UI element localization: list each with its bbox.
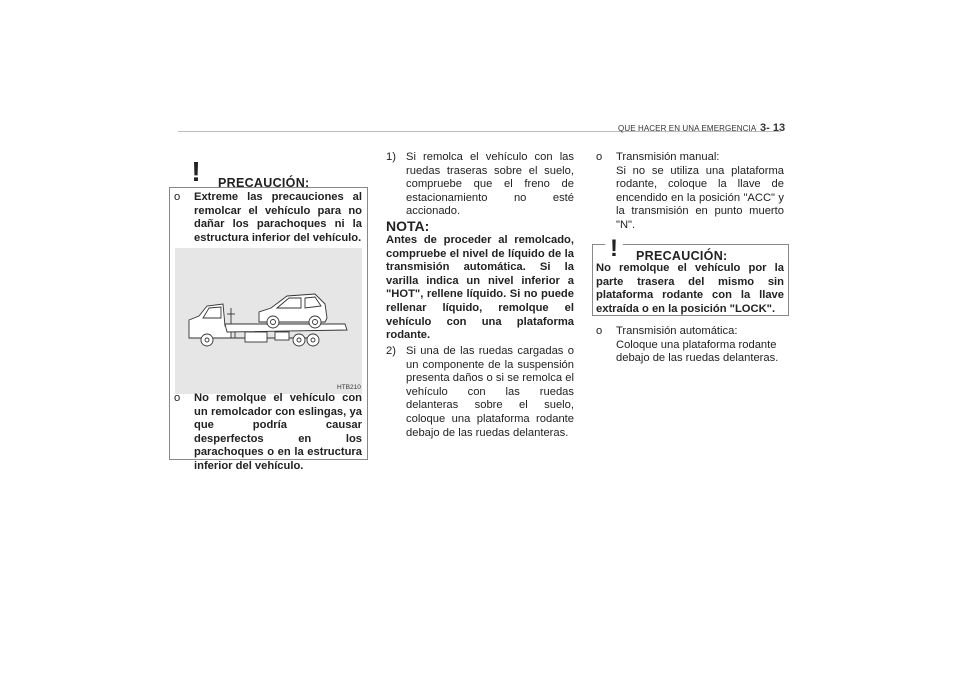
left-caution-title: PRECAUCIÓN: [218, 176, 310, 190]
bullet-mark: o [174, 392, 181, 404]
list-number: 2) [386, 345, 396, 357]
list-number: 1) [386, 151, 396, 163]
section-title: QUE HACER EN UNA EMERGENCIA [618, 124, 757, 133]
list-text: Si remolca el vehículo con las ruedas traseras sobre el suelo, compruebe que el freno de estacionamiento no esté accionado. [406, 151, 574, 218]
warning-triangle-icon [176, 148, 216, 192]
list-text: Si una de las ruedas cargadas o un componente de la suspensión presenta daños o si se remolca el vehículo con las ruedas delanteras sobre el suelo, coloque una plataforma rodante debajo de las ruedas delanteras. [406, 345, 574, 439]
page-number: 3- 13 [760, 122, 786, 134]
list-item-2 [386, 345, 574, 440]
svg-text:!: ! [191, 156, 201, 186]
bullet-mark: o [596, 325, 603, 337]
nota-body: Antes de proceder al remolcado, compruebe el nivel de líquido de la transmisión automática. Si la varilla indica un nivel inferior a "HOT", rellene líquido. Si no puede rellenar líquido, remolque el vehículo con una plataforma rodante. [386, 234, 574, 342]
left-caution-bullet-2 [174, 392, 362, 474]
bullet-text: No remolque el vehículo con un remolcador con eslingas, ya que podría causar desperfectos en los parachoques o en la estructura inferior del vehículo. [194, 392, 362, 472]
warning-triangle-icon [597, 228, 631, 266]
bullet-text: Extreme las precauciones al remolcar el vehículo para no dañar los parachoques ni la estructura inferior del vehículo. [194, 191, 362, 244]
nota-title: NOTA: [386, 218, 430, 234]
automatic-transmission-item [596, 325, 784, 366]
tow-truck-illustration [175, 248, 362, 394]
right-caution-text: No remolque el vehículo por la parte trasera del mismo sin plataforma rodante con la llave extraída o en la posición "LOCK". [596, 262, 784, 315]
bullet-mark: o [596, 151, 603, 163]
auto-title: Transmisión automática: [616, 325, 738, 337]
left-caution-bullet-1 [174, 191, 362, 245]
manual-title: Transmisión manual: [616, 151, 720, 163]
manual-transmission-item [596, 151, 784, 233]
bullet-mark: o [174, 191, 181, 203]
svg-text:!: ! [610, 235, 618, 260]
manual-text: Si no se utiliza una plataforma rodante, coloque la llave de encendido en la posición "ACC" y la transmisión en punto muerto "N". [616, 164, 784, 231]
list-item-1 [386, 151, 574, 219]
auto-text: Coloque una plataforma rodante debajo de las ruedas delanteras. [616, 338, 779, 365]
figure-label: HTB210 [337, 384, 361, 391]
right-caution-title: PRECAUCIÓN: [636, 249, 728, 263]
